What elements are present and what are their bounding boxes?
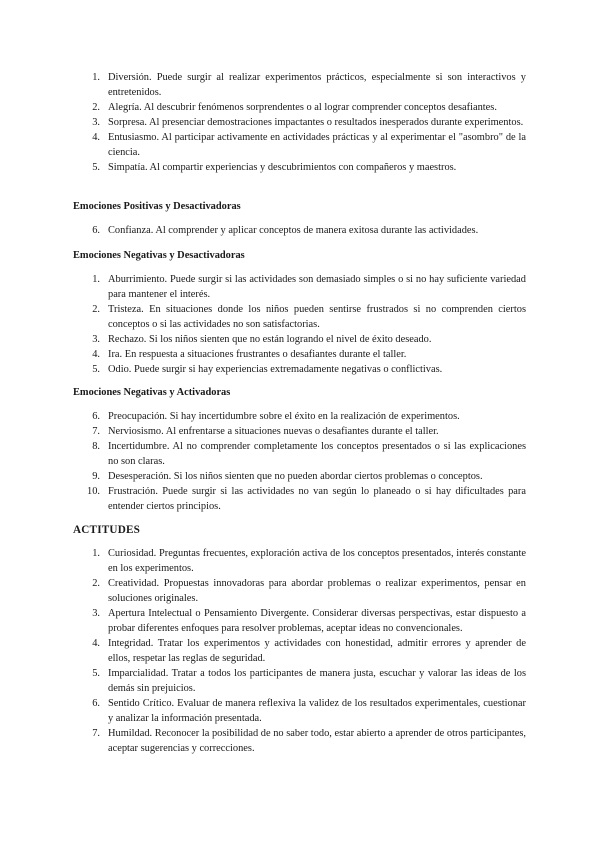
list-item	[0, 696, 600, 726]
list-item-number: 10.	[87, 486, 100, 497]
list-item-text: Ira. En respuesta a situaciones frustrantes o desafiantes durante el taller.	[108, 349, 407, 360]
list-item-text: Apertura Intelectual o Pensamiento Divergente. Considerar diversas perspectivas, estar dispuesto a probar diferentes enfoques para resolver problemas, aceptar ideas no convencionales.	[108, 608, 526, 634]
list-negativas-activadoras	[0, 409, 600, 514]
list-item	[0, 130, 600, 160]
list-item-number: 2.	[92, 578, 100, 589]
list-item	[0, 272, 600, 302]
list-item-text: Humildad. Reconocer la posibilidad de no saber todo, estar abierto a aprender de otros participantes, aceptar sugerencias y correcciones.	[108, 728, 526, 754]
list-item-text: Integridad. Tratar los experimentos y actividades con honestidad, admitir errores y aprender de ellos, respetar las reglas de seguridad.	[108, 638, 526, 664]
list-positivas-desactivadoras	[0, 223, 600, 238]
list-item	[0, 636, 600, 666]
list-item-number: 3.	[92, 608, 100, 619]
list-item-number: 4.	[92, 349, 100, 360]
list-item	[0, 115, 600, 130]
list-item	[0, 439, 600, 469]
list-item-number: 2.	[92, 102, 100, 113]
list-item-text: Preocupación. Si hay incertidumbre sobre el éxito en la realización de experimentos.	[108, 411, 460, 422]
list-item-text: Tristeza. En situaciones donde los niños pueden sentirse frustrados si no comprenden ciertos conceptos o si las actividades no son satisfactorias.	[108, 304, 526, 330]
list-item-text: Alegría. Al descubrir fenómenos sorprendentes o al lograr comprender conceptos desafiantes.	[108, 102, 497, 113]
list-item-number: 1.	[92, 548, 100, 559]
list-item-text: Frustración. Puede surgir si las actividades no van según lo planeado o si hay dificultades para entender ciertos principios.	[108, 486, 526, 512]
list-item	[0, 546, 600, 576]
list-positivas-activadoras	[0, 70, 600, 175]
list-item-number: 1.	[92, 274, 100, 285]
list-item	[0, 160, 600, 175]
list-item-number: 6.	[92, 698, 100, 709]
heading-negativas-activadoras: Emociones Negativas y Activadoras	[73, 387, 231, 398]
list-item	[0, 484, 600, 514]
list-item	[0, 302, 600, 332]
list-item-number: 1.	[92, 72, 100, 83]
list-item	[0, 332, 600, 347]
list-item-text: Sentido Crítico. Evaluar de manera reflexiva la validez de los resultados experimentales, cuestionar y analizar la información presentada.	[108, 698, 526, 724]
list-item-number: 6.	[92, 225, 100, 236]
list-item-text: Diversión. Puede surgir al realizar experimentos prácticos, especialmente si son interactivos y entretenidos.	[108, 72, 526, 98]
list-item	[0, 576, 600, 606]
list-item	[0, 424, 600, 439]
list-item	[0, 469, 600, 484]
list-item-number: 7.	[92, 426, 100, 437]
list-item-text: Odio. Puede surgir si hay experiencias extremadamente negativas o conflictivas.	[108, 364, 443, 375]
list-item-text: Rechazo. Si los niños sienten que no están logrando el nivel de éxito deseado.	[108, 334, 432, 345]
list-item-text: Aburrimiento. Puede surgir si las actividades son demasiado simples o si no hay suficiente variedad para mantener el interés.	[108, 274, 526, 300]
list-item-text: Confianza. Al comprender y aplicar conceptos de manera exitosa durante las actividades.	[108, 225, 479, 236]
list-item-number: 5.	[92, 668, 100, 679]
heading-positivas-desactivadoras: Emociones Positivas y Desactivadoras	[73, 201, 241, 212]
list-item-number: 4.	[92, 132, 100, 143]
list-item-number: 5.	[92, 364, 100, 375]
list-item	[0, 666, 600, 696]
list-actitudes	[0, 546, 600, 756]
list-item-number: 4.	[92, 638, 100, 649]
list-item-text: Imparcialidad. Tratar a todos los participantes de manera justa, escuchar y valorar las ideas de los demás sin prejuicios.	[108, 668, 526, 694]
list-item-text: Curiosidad. Preguntas frecuentes, exploración activa de los conceptos presentados, interés constante en los experimentos.	[108, 548, 526, 574]
list-item	[0, 362, 600, 377]
list-item-number: 6.	[92, 411, 100, 422]
list-item	[0, 100, 600, 115]
list-item-number: 8.	[92, 441, 100, 452]
list-item-number: 2.	[92, 304, 100, 315]
heading-actitudes: ACTITUDES	[73, 524, 141, 536]
list-item-text: Incertidumbre. Al no comprender completamente los conceptos presentados o si las explicaciones no son claras.	[108, 441, 526, 467]
list-item-number: 7.	[92, 728, 100, 739]
list-item	[0, 347, 600, 362]
list-item-text: Nerviosismo. Al enfrentarse a situaciones nuevas o desafiantes durante el taller.	[108, 426, 439, 437]
list-item-number: 3.	[92, 334, 100, 345]
list-item-text: Desesperación. Si los niños sienten que no pueden abordar ciertos problemas o conceptos.	[108, 471, 483, 482]
list-item	[0, 409, 600, 424]
list-item-text: Sorpresa. Al presenciar demostraciones impactantes o resultados inesperados durante experimentos.	[108, 117, 524, 128]
list-item-number: 9.	[92, 471, 100, 482]
list-item	[0, 606, 600, 636]
list-item-text: Entusiasmo. Al participar activamente en actividades prácticas y al experimentar el "asombro" de la ciencia.	[108, 132, 526, 158]
list-item-number: 3.	[92, 117, 100, 128]
list-negativas-desactivadoras	[0, 272, 600, 377]
list-item-text: Creatividad. Propuestas innovadoras para abordar problemas o realizar experimentos, pensar en soluciones originales.	[108, 578, 526, 604]
list-item	[0, 223, 600, 238]
list-item-number: 5.	[92, 162, 100, 173]
list-item-text: Simpatía. Al compartir experiencias y descubrimientos con compañeros y maestros.	[108, 162, 457, 173]
heading-negativas-desactivadoras: Emociones Negativas y Desactivadoras	[73, 250, 245, 261]
list-item	[0, 726, 600, 756]
list-item	[0, 70, 600, 100]
